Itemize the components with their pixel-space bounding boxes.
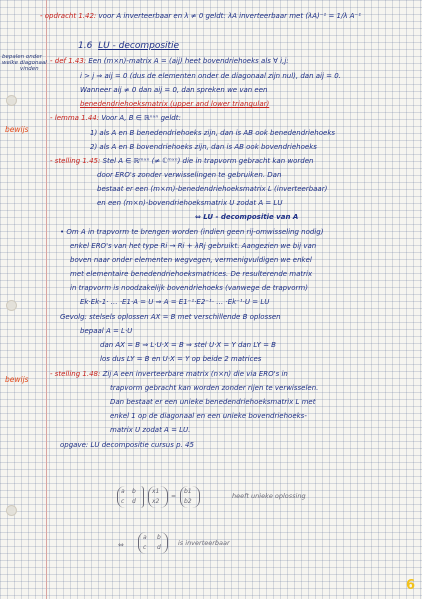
line-text: bepaal A = L·U	[80, 327, 133, 335]
line-text: matrix U zodat A = LU.	[110, 426, 191, 434]
equivalence-sign: ⇔	[118, 541, 124, 549]
matrix-note: is inverteerbaar	[178, 539, 230, 547]
line-text: Gevolg: stelsels oplossen AX = B met verschillende B oplossen	[60, 313, 281, 321]
note-line	[90, 129, 335, 137]
note-line	[110, 398, 315, 406]
matrix-entry: d	[157, 544, 161, 551]
bewijs-label: bewijs	[5, 375, 29, 384]
note-line	[97, 171, 281, 179]
line-text: Om A in trapvorm te brengen worden (indien geen rij-omwisseling nodig)	[66, 228, 324, 236]
note-line	[50, 370, 288, 378]
line-text: boven naar onder elementen wegvegen, vermenigvuldigen we enkel	[70, 256, 312, 264]
bullet: •	[60, 228, 65, 236]
item-label: - stelling 1.45:	[50, 157, 101, 165]
line-text: i > j ⇒ aij = 0 (dus de elementen onder de diagonaal zijn nul), dan aij = 0.	[80, 72, 341, 80]
note-line	[80, 298, 269, 306]
line-text: Stel A ∈ ℝᵐˣⁿ (≠ ℂᵐˣⁿ) die in trapvorm gebracht kan worden	[102, 157, 314, 165]
section-title: LU - decompositie	[98, 41, 180, 51]
punch-hole	[6, 95, 17, 106]
equals-sign: =	[171, 493, 177, 500]
margin-note-line: bepalen onder	[2, 54, 42, 60]
note-line	[80, 86, 267, 94]
line-text: bestaat er een (m×m)-benedendriehoeksmatrix L (inverteerbaar)	[97, 185, 328, 193]
line-text: door ERO's zonder verwisselingen te gebruiken. Dan	[97, 171, 282, 179]
matrix-entry: c	[121, 498, 125, 505]
line-text: met elementaire benedendriehoeksmatrices. De resulterende matrix	[70, 270, 313, 278]
note-line	[70, 284, 308, 292]
punch-hole	[6, 505, 17, 516]
note-line	[80, 100, 269, 108]
margin-note-line: vinden	[20, 66, 39, 72]
vector-entry: b2	[184, 498, 192, 505]
line-text: Wanneer aij ≠ 0 dan aij = 0, dan spreken we van een	[80, 86, 268, 94]
vector-entry: x2	[152, 498, 160, 505]
line-text: enkel ERO's van het type Ri → Ri + λRj gebruikt. Aangezien we bij van	[70, 242, 317, 250]
line-text: benedendriehoeksmatrix (upper and lower triangular)	[80, 100, 270, 108]
page-number: 6	[406, 578, 416, 593]
line-text: Voor A, B ∈ ℝⁿˣⁿ geldt:	[101, 114, 181, 122]
matrix-entry: b	[157, 534, 161, 541]
line-text: Een (m×n)-matrix A = (aij) heet bovendriehoeks als ∀ i,j:	[88, 57, 289, 65]
item-label: - stelling 1.48:	[50, 370, 101, 378]
line-text: los dus LY = B en U·X = Y op beide 2 matrices	[100, 355, 262, 363]
line-text: 2) als A en B bovendriehoeks zijn, dan is AB ook bovendriehoeks	[90, 143, 317, 151]
note-line	[70, 256, 312, 264]
vector-entry: b1	[184, 488, 192, 495]
line-text: voor A inverteerbaar en λ ≠ 0 geldt: λA inverteerbaar met (λA)⁻¹ = 1/λ A⁻¹	[98, 12, 361, 20]
note-line	[80, 72, 341, 80]
line-text: Zij A een inverteerbare matrix (n×n) die via ERO's in	[102, 370, 288, 378]
line-text: Dan bestaat er een unieke benedendriehoeksmatrix L met	[110, 398, 316, 406]
note-line	[195, 213, 298, 221]
matrix-bracket-right	[137, 486, 144, 508]
margin-note	[2, 54, 47, 72]
matrix-entry: a	[121, 488, 125, 495]
line-text: ⇔ LU - decompositie van A	[195, 213, 299, 221]
note-line	[50, 57, 289, 65]
note-line	[110, 426, 190, 434]
note-line	[60, 313, 281, 321]
note-line	[80, 327, 132, 335]
matrix-entry: a	[143, 534, 147, 541]
matrix-entry: c	[143, 544, 147, 551]
note-line	[97, 199, 282, 207]
margin-line	[46, 0, 47, 599]
item-label: - opdracht 1.42:	[40, 12, 97, 20]
note-line	[70, 270, 312, 278]
punch-hole	[6, 300, 17, 311]
bewijs-label: bewijs	[5, 125, 29, 134]
note-line	[60, 441, 194, 449]
note-line	[110, 384, 318, 392]
matrix-entry: b	[132, 488, 136, 495]
note-line	[50, 157, 313, 165]
section-number: 1.6	[78, 41, 93, 51]
section-heading	[78, 41, 179, 51]
note-line	[100, 341, 276, 349]
note-line	[100, 355, 261, 363]
matrix-note: heeft unieke oplossing	[232, 492, 306, 500]
note-line	[50, 114, 181, 122]
line-text: 1) als A en B benedendriehoeks zijn, dan is AB ook benedendriehoeks	[90, 129, 336, 137]
note-line	[97, 185, 327, 193]
note-line	[90, 143, 317, 151]
margin-note-line: welke diagonaal	[2, 60, 47, 66]
note-line	[70, 242, 316, 250]
note-line	[60, 228, 323, 236]
note-line	[40, 12, 361, 20]
matrix-entry: d	[132, 498, 136, 505]
item-label: - def 1.43:	[50, 57, 87, 65]
line-text: en een (m×n)-bovendriehoeksmatrix U zodat A = LU	[97, 199, 283, 207]
line-text: trapvorm gebracht kan worden zonder rijen te verwisselen.	[110, 384, 319, 392]
line-text: opgave: LU decompositie cursus p. 45	[60, 441, 194, 449]
line-text: in trapvorm is noodzakelijk bovendriehoeks (vanwege de trapvorm)	[70, 284, 308, 292]
line-text: enkel 1 op de diagonaal en een unieke bovendriehoeks-	[110, 412, 307, 420]
vector-entry: x1	[152, 488, 160, 495]
item-label: - lemma 1.44:	[50, 114, 100, 122]
note-line	[110, 412, 307, 420]
line-text: dan AX = B ⇒ L·U·X = B ⇒ stel U·X = Y dan LY = B	[100, 341, 276, 349]
line-text: Ek·Ek-1· … ·E1·A = U ⇒ A = E1⁻¹·E2⁻¹· … ·Ek⁻¹·U = LU	[80, 298, 270, 306]
